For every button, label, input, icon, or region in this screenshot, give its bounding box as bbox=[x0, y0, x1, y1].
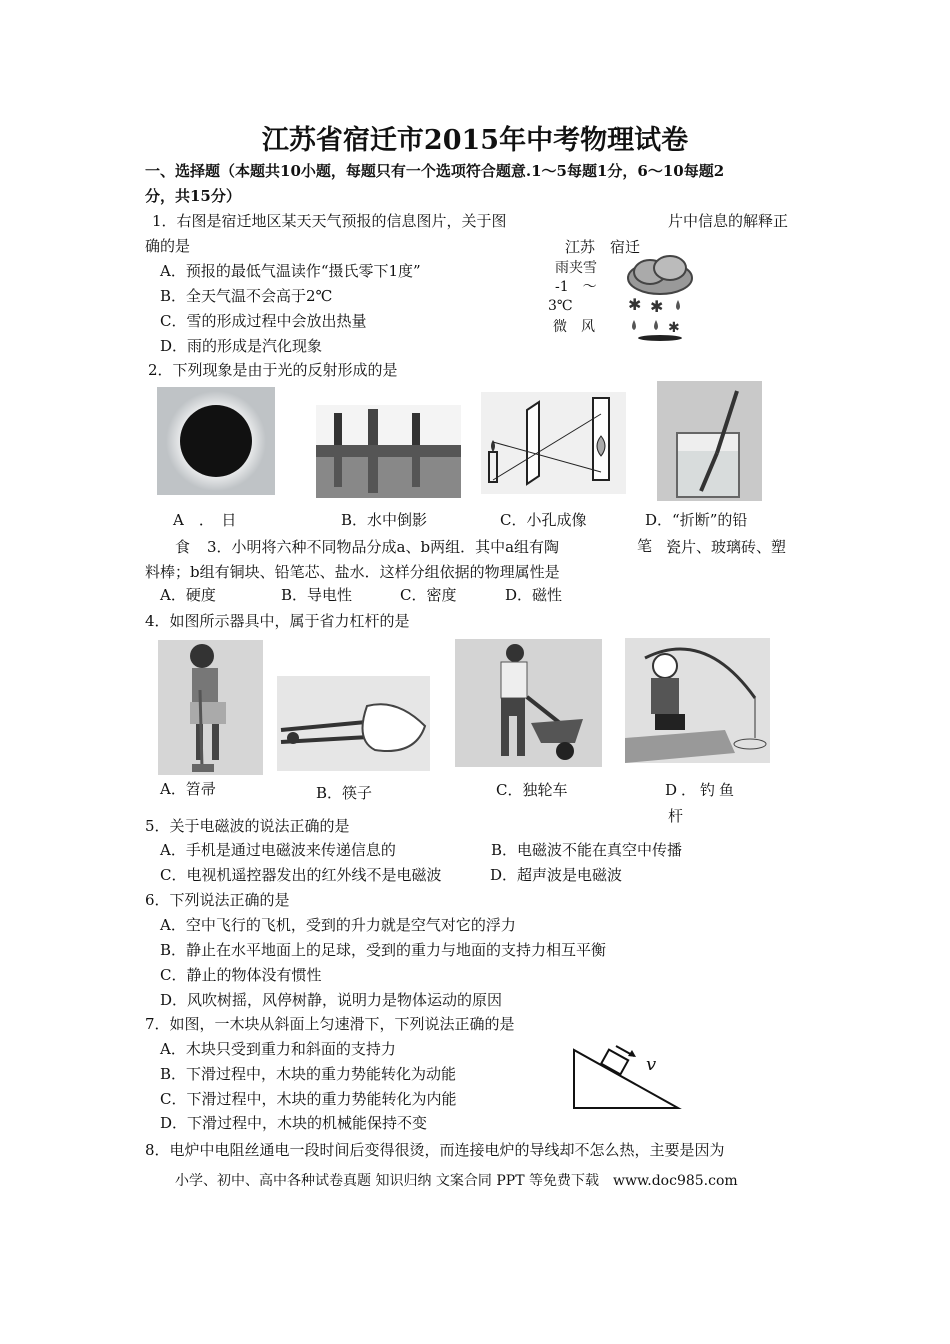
q6-stem: 6．下列说法正确的是 bbox=[145, 891, 290, 909]
q4-option-d-cont: 杆 bbox=[668, 807, 684, 825]
q3-option-c: C．密度 bbox=[400, 586, 457, 604]
q3-stem-a: 3．小明将六种不同物品分成a、b两组．其中a组有陶 bbox=[207, 538, 560, 556]
q2-option-a: A ． 日 bbox=[173, 511, 237, 529]
bent-pencil-in-water-image bbox=[657, 381, 762, 501]
q3-stem-c: 料棒；b组有铜块、铅笔芯、盐水．这样分组依据的物理属性是 bbox=[145, 563, 560, 581]
chopsticks-image bbox=[277, 676, 430, 771]
weather-temp-high: 3℃ bbox=[548, 298, 573, 314]
q3-option-d: D．磁性 bbox=[505, 586, 563, 604]
q5-option-a: A．手机是通过电磁波来传递信息的 bbox=[160, 841, 396, 859]
q3-option-b: B．导电性 bbox=[281, 586, 353, 604]
q7-option-d: D．下滑过程中，木块的机械能保持不变 bbox=[160, 1114, 428, 1132]
rain-snow-weather-icon bbox=[620, 252, 700, 342]
svg-text:✱: ✱ bbox=[628, 295, 642, 314]
exam-title: 江苏省宿迁市2015年中考物理试卷 bbox=[261, 125, 689, 156]
weather-condition: 雨夹雪 bbox=[555, 260, 597, 276]
q4-option-d: D．钓鱼 bbox=[665, 781, 739, 799]
q1-stem-c: 确的是 bbox=[145, 237, 191, 255]
weather-wind: 微 风 bbox=[553, 319, 595, 335]
q6-option-b: B．静止在水平地面上的足球，受到的重力与地面的支持力相互平衡 bbox=[160, 941, 607, 959]
q3-option-a: A．硬度 bbox=[160, 586, 216, 604]
q2-option-b: B．水中倒影 bbox=[341, 511, 428, 529]
fishing-rod-image bbox=[625, 638, 770, 763]
svg-text:✱: ✱ bbox=[650, 297, 664, 316]
q4-option-a: A．笤帚 bbox=[160, 780, 216, 798]
weather-temp-range: -1 ～ bbox=[555, 279, 597, 295]
q1-option-c: C．雪的形成过程中会放出热量 bbox=[160, 312, 367, 330]
q1-option-b: B．全天气温不会高于2℃ bbox=[160, 287, 333, 305]
q7-stem: 7．如图，一木块从斜面上匀速滑下，下列说法正确的是 bbox=[145, 1015, 515, 1033]
q7-option-a: A．木块只受到重力和斜面的支持力 bbox=[160, 1040, 396, 1058]
q5-option-d: D．超声波是电磁波 bbox=[490, 866, 623, 884]
section-heading-line2: 分，共15分） bbox=[145, 187, 241, 205]
q2-option-c: C．小孔成像 bbox=[500, 511, 587, 529]
q7-option-b: B．下滑过程中，木块的重力势能转化为动能 bbox=[160, 1065, 457, 1083]
broom-girl-image bbox=[158, 640, 263, 775]
q6-option-c: C．静止的物体没有惯性 bbox=[160, 966, 322, 984]
svg-text:✱: ✱ bbox=[668, 320, 680, 336]
q4-stem: 4．如图所示器具中，属于省力杠杆的是 bbox=[145, 612, 410, 630]
inclined-plane-diagram bbox=[570, 1040, 682, 1112]
pagoda-reflection-image bbox=[316, 405, 461, 498]
q8-stem: 8．电炉中电阻丝通电一段时间后变得很烫，而连接电炉的导线却不怎么热，主要是因为 bbox=[145, 1141, 725, 1159]
section-heading-line1: 一、选择题（本题共10小题，每题只有一个选项符合题意.1～5每题1分，6～10每题2 bbox=[145, 162, 725, 180]
q4-option-b: B．筷子 bbox=[316, 784, 373, 802]
q2-option-d-cont: 笔 bbox=[637, 537, 653, 555]
q2-option-a-cont: 食 bbox=[175, 538, 191, 556]
q5-option-c: C．电视机遥控器发出的红外线不是电磁波 bbox=[160, 866, 442, 884]
q2-stem: 2．下列现象是由于光的反射形成的是 bbox=[148, 361, 398, 379]
q4-option-c: C．独轮车 bbox=[496, 781, 568, 799]
q6-option-a: A．空中飞行的飞机，受到的升力就是空气对它的浮力 bbox=[160, 916, 516, 934]
q1-stem-b: 片中信息的解释正 bbox=[668, 212, 789, 230]
q3-stem-b: 瓷片、玻璃砖、塑 bbox=[666, 538, 787, 556]
q5-option-b: B．电磁波不能在真空中传播 bbox=[491, 841, 683, 859]
solar-eclipse-image bbox=[157, 387, 275, 495]
q1-option-d: D．雨的形成是汽化现象 bbox=[160, 337, 323, 355]
q7-option-c: C．下滑过程中，木块的重力势能转化为内能 bbox=[160, 1090, 457, 1108]
q1-stem-a: 1．右图是宿迁地区某天天气预报的信息图片，关于图 bbox=[152, 212, 507, 230]
q2-option-d: D．“折断”的铅 bbox=[645, 511, 748, 529]
q6-option-d: D．风吹树摇，风停树静，说明力是物体运动的原因 bbox=[160, 991, 503, 1009]
q1-option-a: A．预报的最低气温读作“摄氏零下1度” bbox=[160, 262, 421, 280]
page-footer: 小学、初中、高中各种试卷真题 知识归纳 文案合同 PPT 等免费下载 www.doc985.com bbox=[175, 1173, 738, 1189]
velocity-label: v bbox=[646, 1054, 657, 1075]
wheelbarrow-image bbox=[455, 639, 602, 767]
pinhole-camera-image bbox=[481, 392, 626, 494]
q5-stem: 5．关于电磁波的说法正确的是 bbox=[145, 817, 350, 835]
weather-region: 江苏 宿迁 bbox=[565, 238, 641, 256]
